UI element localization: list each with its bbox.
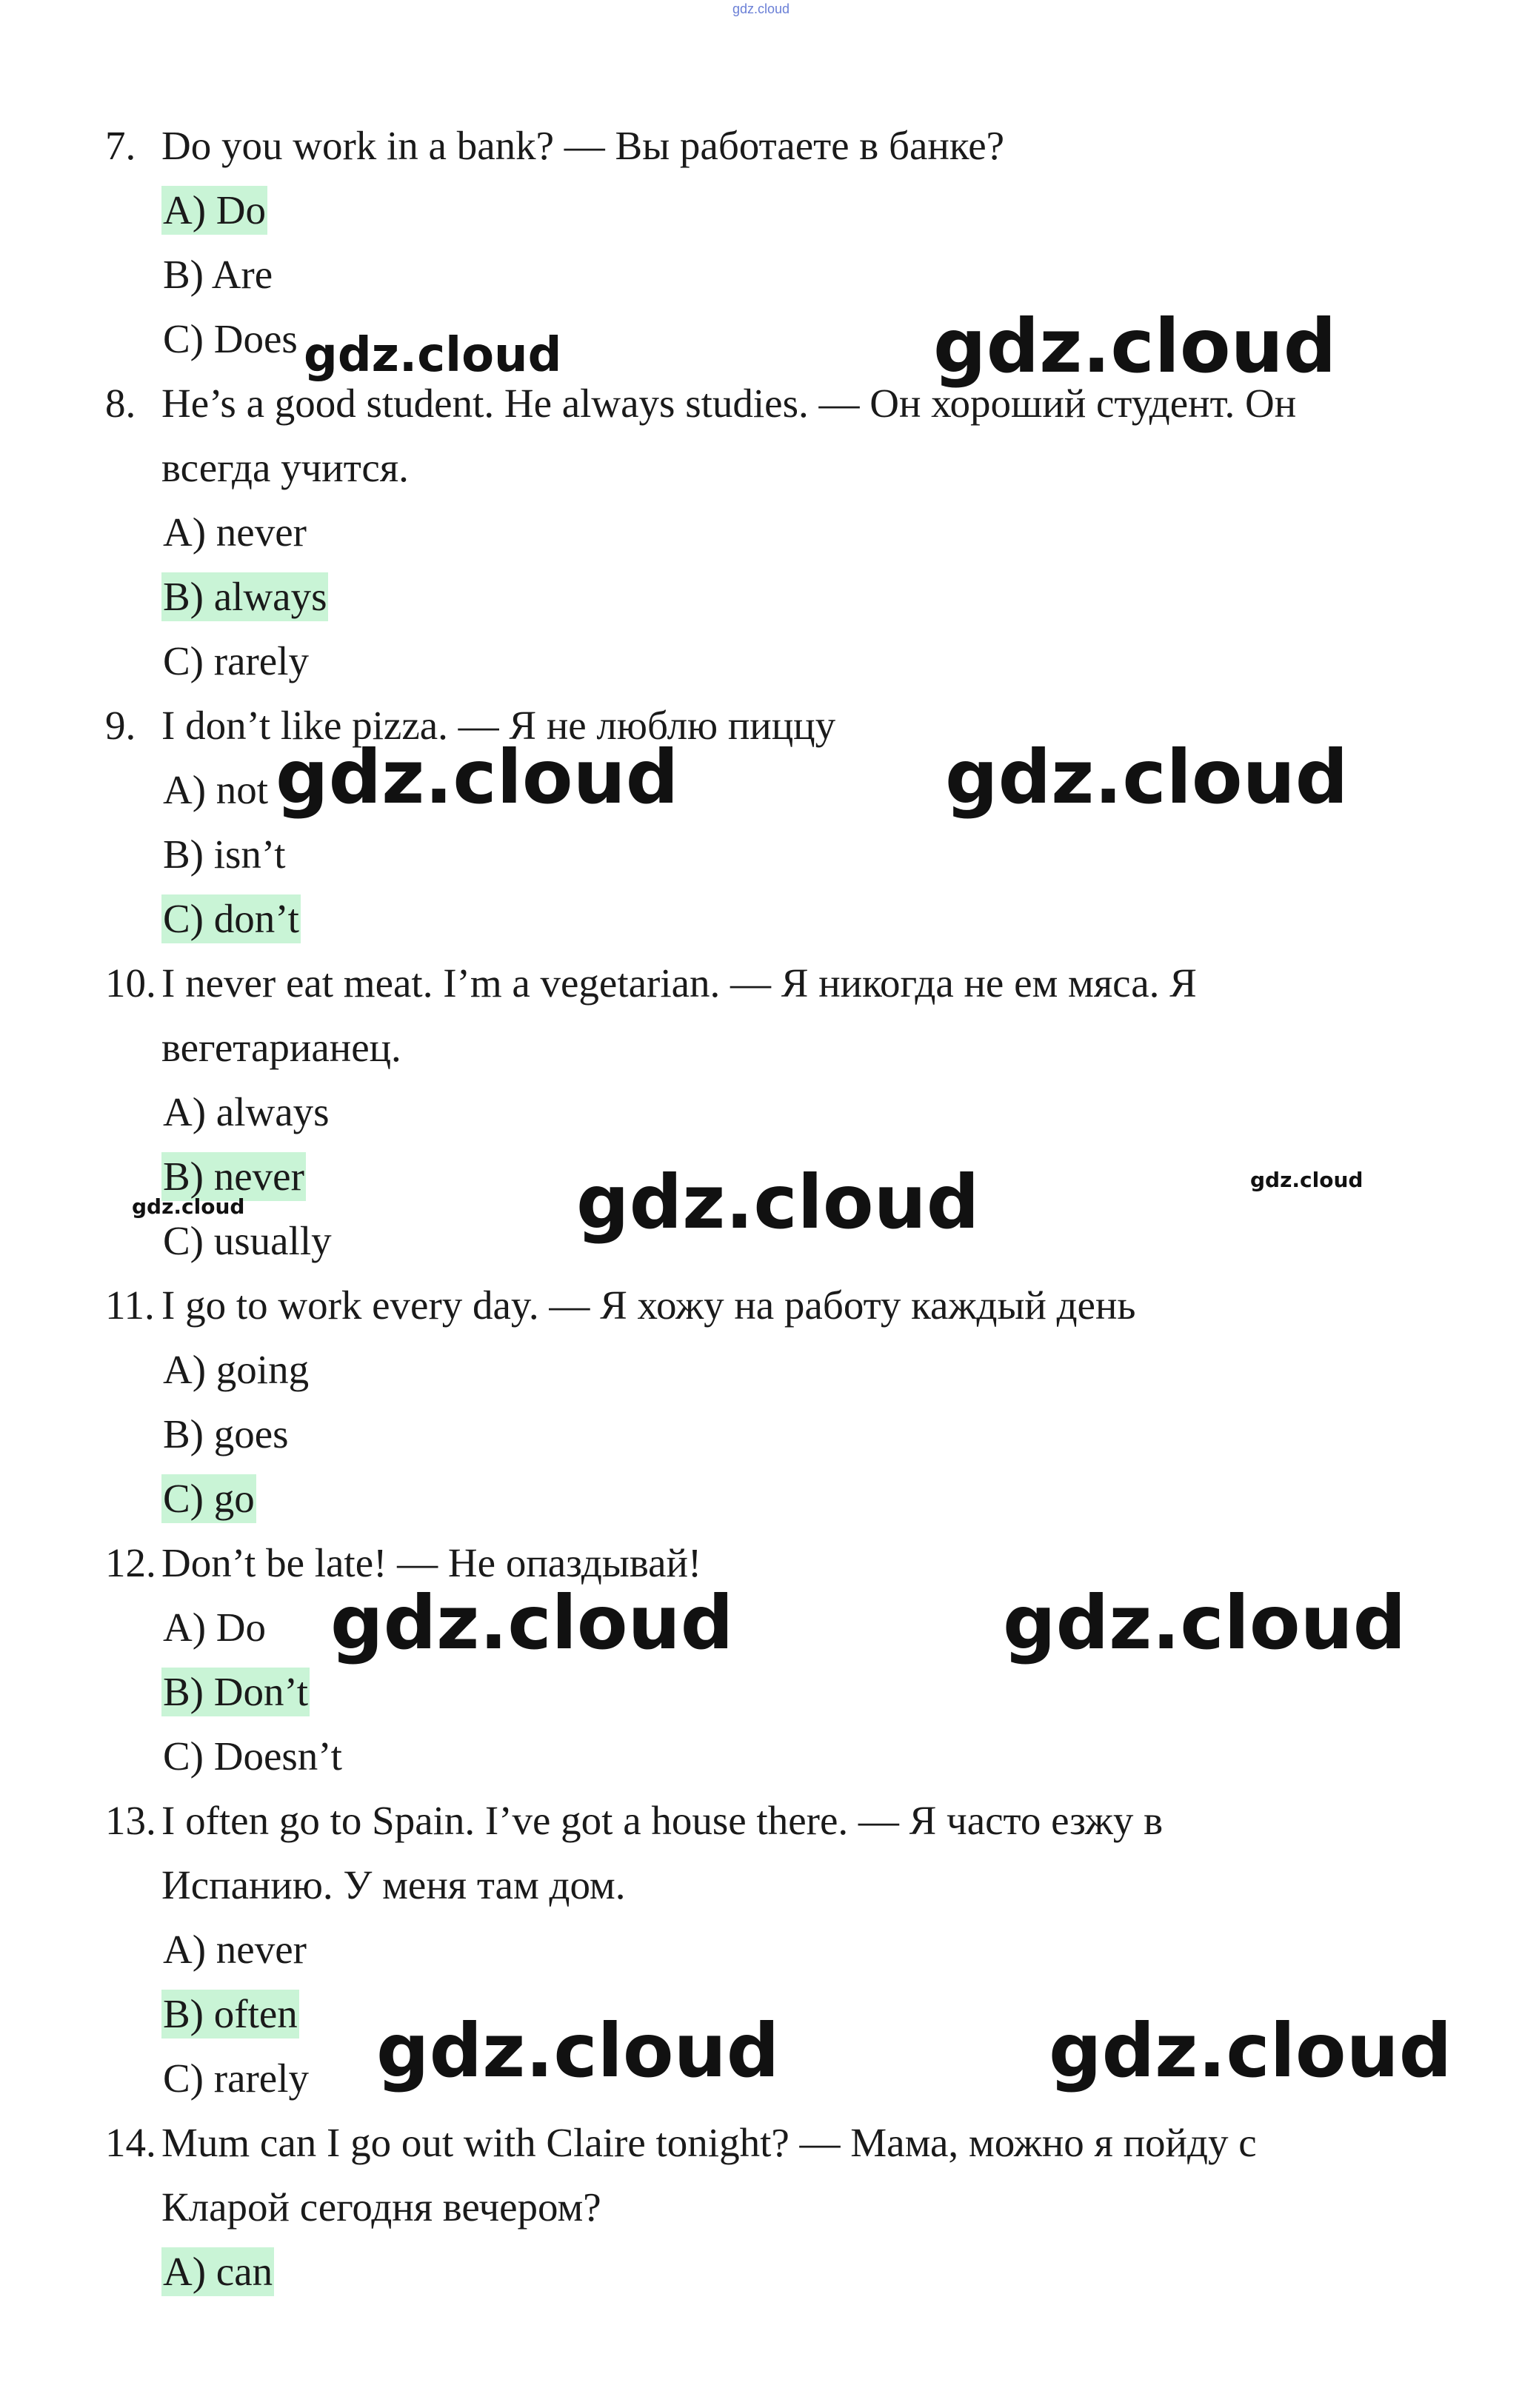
question-8 <box>105 371 1409 693</box>
question-number: 11. <box>105 1282 155 1328</box>
question-text: He’s a good student. He always studies. — Он хороший студент. Он <box>161 381 1297 426</box>
option-label: A) not <box>163 767 269 812</box>
question-number: 8. <box>105 381 136 426</box>
header-watermark: gdz.cloud <box>732 1 790 16</box>
option-label: B) isn’t <box>163 832 286 877</box>
question-number: 14. <box>105 2120 156 2165</box>
option-label: A) never <box>163 509 307 555</box>
option-c[interactable] <box>105 886 1409 951</box>
option-label: C) don’t <box>161 894 301 943</box>
option-c[interactable] <box>105 1724 1409 1788</box>
option-label: A) going <box>163 1347 310 1392</box>
option-b[interactable] <box>105 822 1409 886</box>
question-number: 9. <box>105 703 136 748</box>
question-text: I go to work every day. — Я хожу на работу каждый день <box>161 1282 1136 1328</box>
option-label: A) Do <box>163 1605 267 1650</box>
option-b[interactable] <box>105 242 1409 307</box>
watermark: gdz.cloud <box>1003 1579 1406 1666</box>
option-b[interactable] <box>105 564 1409 629</box>
watermark: gdz.cloud <box>276 734 679 820</box>
watermark: gdz.cloud <box>933 303 1337 389</box>
option-b[interactable] <box>105 1659 1409 1724</box>
question-14 <box>105 2110 1409 2304</box>
watermark: gdz.cloud <box>576 1159 980 1245</box>
option-label: C) rarely <box>163 2056 309 2101</box>
watermark: gdz.cloud <box>304 328 562 383</box>
option-label: B) goes <box>163 1411 289 1456</box>
question-number: 12. <box>105 1540 156 1585</box>
question-number: 13. <box>105 1798 156 1843</box>
option-a[interactable] <box>105 500 1409 564</box>
question-text-continued: вегетарианец. <box>161 1025 401 1070</box>
watermark: gdz.cloud <box>376 2007 780 2094</box>
watermark: gdz.cloud <box>945 734 1349 820</box>
option-c[interactable] <box>105 1466 1409 1531</box>
option-a[interactable] <box>105 1337 1409 1402</box>
option-label: B) never <box>161 1152 306 1201</box>
option-label: B) Don’t <box>161 1668 310 1716</box>
option-label: C) go <box>161 1474 256 1523</box>
option-a[interactable] <box>105 1080 1409 1144</box>
question-text: I never eat meat. I’m a vegetarian. — Я никогда не ем мяса. Я <box>161 960 1197 1006</box>
option-label: B) Are <box>163 252 273 297</box>
option-label: B) always <box>161 572 328 621</box>
watermark: gdz.cloud <box>330 1579 734 1666</box>
question-text: Do you work in a bank? — Вы работаете в банке? <box>161 123 1005 168</box>
watermark: gdz.cloud <box>1049 2007 1452 2094</box>
watermark: gdz.cloud <box>132 1194 245 1219</box>
option-label: B) often <box>161 1990 299 2039</box>
option-a[interactable] <box>105 2239 1409 2304</box>
option-a[interactable] <box>105 1917 1409 1981</box>
option-label: A) can <box>161 2247 274 2296</box>
option-label: A) always <box>163 1089 330 1134</box>
question-text-continued: Кларой сегодня вечером? <box>161 2184 601 2230</box>
option-a[interactable] <box>105 178 1409 242</box>
option-label: C) Doesn’t <box>163 1733 342 1779</box>
option-label: A) Do <box>161 186 267 235</box>
option-label: C) usually <box>163 1218 332 1263</box>
question-text: Mum can I go out with Claire tonight? — Мама, можно я пойду с <box>161 2120 1257 2165</box>
option-label: C) Does <box>163 316 298 361</box>
question-9 <box>105 693 1409 951</box>
question-text-continued: всегда учится. <box>161 445 409 490</box>
option-c[interactable] <box>105 629 1409 693</box>
option-label: A) never <box>163 1927 307 1972</box>
option-label: C) rarely <box>163 638 309 683</box>
question-text: Don’t be late! — Не опаздывай! <box>161 1540 702 1585</box>
question-text: I don’t like pizza. — Я не люблю пиццу <box>161 703 836 748</box>
watermark: gdz.cloud <box>1250 1168 1364 1192</box>
question-11 <box>105 1273 1409 1531</box>
question-number: 7. <box>105 123 136 168</box>
question-number: 10. <box>105 960 156 1006</box>
question-text: I often go to Spain. I’ve got a house there. — Я часто езжу в <box>161 1798 1164 1843</box>
option-b[interactable] <box>105 1402 1409 1466</box>
question-text-continued: Испанию. У меня там дом. <box>161 1862 626 1907</box>
